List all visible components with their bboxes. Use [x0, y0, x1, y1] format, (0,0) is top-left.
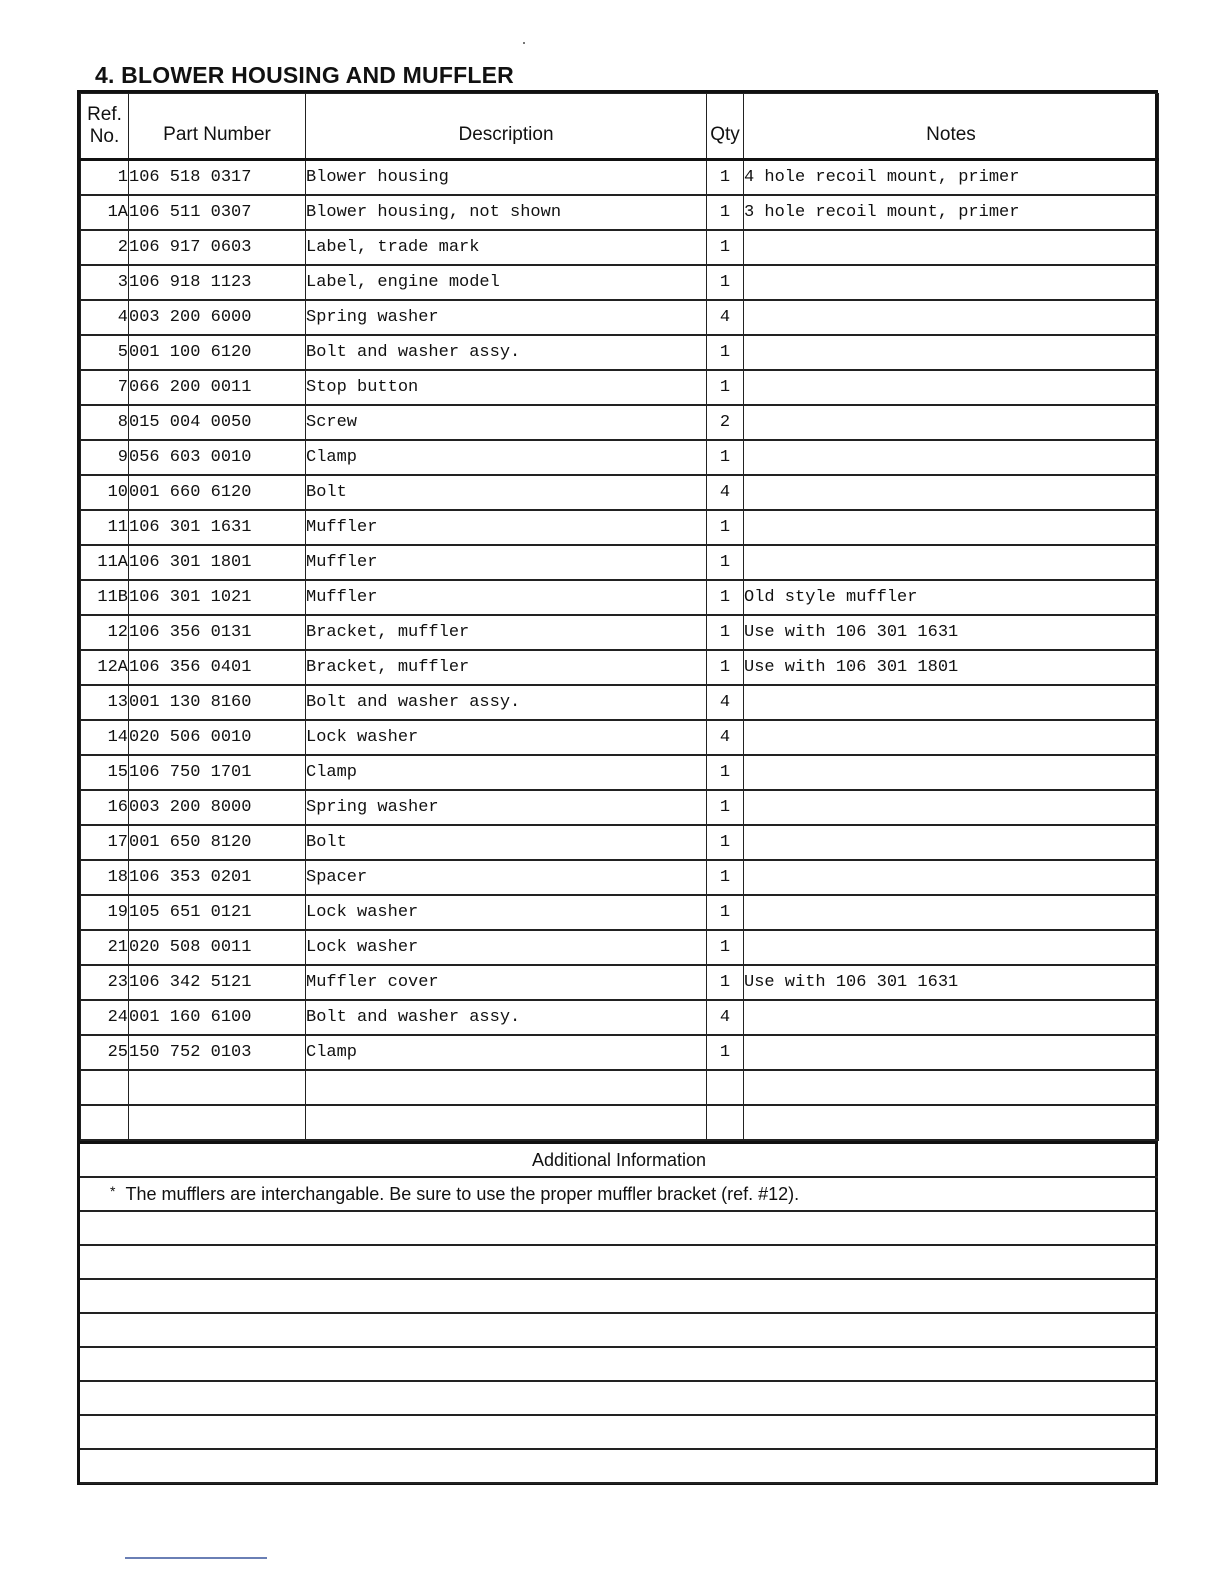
- table-row: [81, 650, 1159, 685]
- ref-no-cell: 17: [81, 825, 129, 860]
- notes-cell: [744, 825, 1159, 860]
- ref-no-cell: 25: [81, 1035, 129, 1070]
- qty-cell: 1: [707, 755, 744, 790]
- description-cell: Muffler cover: [306, 965, 707, 1000]
- footer-rule: [125, 1557, 267, 1559]
- qty-cell: 4: [707, 685, 744, 720]
- notes-cell: [744, 720, 1159, 755]
- description-cell: Blower housing, not shown: [306, 195, 707, 230]
- table-row: [81, 580, 1159, 615]
- ref-no-cell: 2: [81, 230, 129, 265]
- ref-no-cell: 16: [81, 790, 129, 825]
- notes-cell: Old style muffler: [744, 580, 1159, 615]
- ref-no-cell: 11: [81, 510, 129, 545]
- stray-mark: [523, 42, 525, 44]
- qty-cell: 1: [707, 825, 744, 860]
- table-row: [81, 965, 1159, 1000]
- blank-info-line: [80, 1348, 1158, 1382]
- description-cell: Spacer: [306, 860, 707, 895]
- parts-body: [81, 160, 1159, 1140]
- part-number-cell: 106 353 0201: [129, 860, 306, 895]
- notes-cell: [744, 370, 1159, 405]
- notes-cell: [744, 300, 1159, 335]
- notes-cell: [744, 440, 1159, 475]
- description-cell: Clamp: [306, 1035, 707, 1070]
- notes-cell: [744, 335, 1159, 370]
- table-row: [81, 685, 1159, 720]
- ref-no-cell: 8: [81, 405, 129, 440]
- qty-cell: 1: [707, 370, 744, 405]
- description-cell: Bolt and washer assy.: [306, 1000, 707, 1035]
- table-row: [81, 860, 1159, 895]
- ref-no-cell: 3: [81, 265, 129, 300]
- notes-cell: [744, 475, 1159, 510]
- description-cell: Bolt: [306, 825, 707, 860]
- qty-cell: 1: [707, 580, 744, 615]
- qty-cell: 1: [707, 650, 744, 685]
- additional-info-note: [80, 1178, 1158, 1212]
- notes-cell: Use with 106 301 1631: [744, 965, 1159, 1000]
- qty-cell: 1: [707, 860, 744, 895]
- additional-info-text: The mufflers are interchangable. Be sure to use the proper muffler bracket (ref. #12).: [125, 1183, 800, 1204]
- description-cell: Clamp: [306, 755, 707, 790]
- table-row: [81, 405, 1159, 440]
- qty-cell: [707, 1070, 744, 1105]
- ref-no-cell: 4: [81, 300, 129, 335]
- part-number-cell: 106 356 0131: [129, 615, 306, 650]
- qty-cell: 2: [707, 405, 744, 440]
- part-number-cell: 003 200 8000: [129, 790, 306, 825]
- notes-cell: Use with 106 301 1801: [744, 650, 1159, 685]
- table-row: [81, 230, 1159, 265]
- qty-cell: 1: [707, 440, 744, 475]
- blank-info-line: [80, 1382, 1158, 1416]
- table-row: [81, 545, 1159, 580]
- ref-no-cell: 7: [81, 370, 129, 405]
- ref-no-cell: 11B: [81, 580, 129, 615]
- qty-cell: 1: [707, 230, 744, 265]
- blank-info-line: [80, 1314, 1158, 1348]
- part-number-cell: 001 100 6120: [129, 335, 306, 370]
- notes-cell: [744, 265, 1159, 300]
- blank-info-line: [80, 1450, 1158, 1484]
- qty-cell: 1: [707, 160, 744, 195]
- qty-cell: 1: [707, 895, 744, 930]
- ref-no-cell: 1A: [81, 195, 129, 230]
- table-row: [81, 475, 1159, 510]
- ref-no-cell: 21: [81, 930, 129, 965]
- ref-no-cell: 19: [81, 895, 129, 930]
- description-cell: Label, engine model: [306, 265, 707, 300]
- qty-cell: 4: [707, 300, 744, 335]
- qty-cell: 1: [707, 965, 744, 1000]
- table-row: [81, 825, 1159, 860]
- part-number-cell: 106 518 0317: [129, 160, 306, 195]
- qty-cell: 4: [707, 1000, 744, 1035]
- header-qty: Qty: [707, 94, 744, 160]
- table-row: [81, 1000, 1159, 1035]
- notes-cell: [744, 755, 1159, 790]
- ref-no-cell: 5: [81, 335, 129, 370]
- table-row: [81, 755, 1159, 790]
- part-number-cell: 001 130 8160: [129, 685, 306, 720]
- ref-no-cell: 13: [81, 685, 129, 720]
- description-cell: [306, 1105, 707, 1140]
- blank-info-line: [80, 1416, 1158, 1450]
- qty-cell: 1: [707, 790, 744, 825]
- table-row: [81, 790, 1159, 825]
- table-row: [81, 300, 1159, 335]
- description-cell: Bolt and washer assy.: [306, 335, 707, 370]
- notes-cell: [744, 405, 1159, 440]
- part-number-cell: 106 918 1123: [129, 265, 306, 300]
- notes-cell: 3 hole recoil mount, primer: [744, 195, 1159, 230]
- qty-cell: 4: [707, 720, 744, 755]
- part-number-cell: 020 508 0011: [129, 930, 306, 965]
- description-cell: Stop button: [306, 370, 707, 405]
- table-row: [81, 895, 1159, 930]
- part-number-cell: 001 650 8120: [129, 825, 306, 860]
- ref-no-cell: 12A: [81, 650, 129, 685]
- notes-cell: [744, 510, 1159, 545]
- notes-cell: [744, 545, 1159, 580]
- ref-no-cell: 10: [81, 475, 129, 510]
- part-number-cell: 106 356 0401: [129, 650, 306, 685]
- notes-cell: 4 hole recoil mount, primer: [744, 160, 1159, 195]
- notes-cell: [744, 930, 1159, 965]
- notes-cell: [744, 860, 1159, 895]
- table-row: [81, 615, 1159, 650]
- notes-cell: [744, 1000, 1159, 1035]
- description-cell: Muffler: [306, 545, 707, 580]
- table-row: [81, 1105, 1159, 1140]
- description-cell: Blower housing: [306, 160, 707, 195]
- part-number-cell: 150 752 0103: [129, 1035, 306, 1070]
- table-row: [81, 720, 1159, 755]
- table-row: [81, 1035, 1159, 1070]
- description-cell: Label, trade mark: [306, 230, 707, 265]
- table-row: [81, 335, 1159, 370]
- notes-cell: [744, 230, 1159, 265]
- table-row: [81, 195, 1159, 230]
- qty-cell: 4: [707, 475, 744, 510]
- header-row: [81, 94, 1159, 160]
- notes-cell: [744, 1035, 1159, 1070]
- description-cell: Clamp: [306, 440, 707, 475]
- blank-info-line: [80, 1280, 1158, 1314]
- ref-no-cell: 11A: [81, 545, 129, 580]
- part-number-cell: 106 917 0603: [129, 230, 306, 265]
- description-cell: Bolt and washer assy.: [306, 685, 707, 720]
- description-cell: Bolt: [306, 475, 707, 510]
- part-number-cell: 001 160 6100: [129, 1000, 306, 1035]
- ref-no-cell: 14: [81, 720, 129, 755]
- description-cell: Lock washer: [306, 895, 707, 930]
- ref-no-cell: 23: [81, 965, 129, 1000]
- qty-cell: 1: [707, 615, 744, 650]
- notes-cell: Use with 106 301 1631: [744, 615, 1159, 650]
- ref-no-cell: 15: [81, 755, 129, 790]
- description-cell: Lock washer: [306, 720, 707, 755]
- header-ref-line2: No.: [89, 126, 120, 147]
- qty-cell: 1: [707, 510, 744, 545]
- part-number-cell: 066 200 0011: [129, 370, 306, 405]
- part-number-cell: 003 200 6000: [129, 300, 306, 335]
- ref-no-cell: 24: [81, 1000, 129, 1035]
- description-cell: Muffler: [306, 510, 707, 545]
- ref-no-cell: 9: [81, 440, 129, 475]
- ref-no-cell: 12: [81, 615, 129, 650]
- ref-no-cell: 1: [81, 160, 129, 195]
- description-cell: Spring washer: [306, 300, 707, 335]
- description-cell: Spring washer: [306, 790, 707, 825]
- header-ref-no: [81, 94, 129, 160]
- bullet-mark: *: [110, 1183, 116, 1199]
- part-number-cell: 001 660 6120: [129, 475, 306, 510]
- part-number-cell: 106 342 5121: [129, 965, 306, 1000]
- part-number-cell: 105 651 0121: [129, 895, 306, 930]
- notes-cell: [744, 1105, 1159, 1140]
- qty-cell: 1: [707, 545, 744, 580]
- part-number-cell: [129, 1070, 306, 1105]
- description-cell: Lock washer: [306, 930, 707, 965]
- notes-cell: [744, 790, 1159, 825]
- part-number-cell: 106 750 1701: [129, 755, 306, 790]
- blank-info-line: [80, 1212, 1158, 1246]
- qty-cell: 1: [707, 930, 744, 965]
- additional-info-section: [80, 1141, 1158, 1484]
- part-number-cell: 020 506 0010: [129, 720, 306, 755]
- notes-cell: [744, 685, 1159, 720]
- qty-cell: 1: [707, 265, 744, 300]
- header-description: Description: [306, 94, 707, 160]
- ref-no-cell: [81, 1105, 129, 1140]
- table-row: [81, 510, 1159, 545]
- additional-info-heading: Additional Information: [80, 1144, 1158, 1178]
- qty-cell: 1: [707, 195, 744, 230]
- part-number-cell: 106 301 1021: [129, 580, 306, 615]
- part-number-cell: 106 301 1801: [129, 545, 306, 580]
- part-number-cell: 106 511 0307: [129, 195, 306, 230]
- description-cell: Bracket, muffler: [306, 615, 707, 650]
- description-cell: Bracket, muffler: [306, 650, 707, 685]
- part-number-cell: 106 301 1631: [129, 510, 306, 545]
- parts-table: [80, 93, 1159, 1141]
- qty-cell: [707, 1105, 744, 1140]
- description-cell: [306, 1070, 707, 1105]
- header-ref-line1: Ref.: [87, 104, 122, 125]
- table-row: [81, 930, 1159, 965]
- description-cell: Muffler: [306, 580, 707, 615]
- qty-cell: 1: [707, 1035, 744, 1070]
- notes-cell: [744, 1070, 1159, 1105]
- part-number-cell: [129, 1105, 306, 1140]
- ref-no-cell: [81, 1070, 129, 1105]
- page-title: 4. BLOWER HOUSING AND MUFFLER: [95, 62, 514, 88]
- table-row: [81, 160, 1159, 195]
- part-number-cell: 015 004 0050: [129, 405, 306, 440]
- table-row: [81, 370, 1159, 405]
- header-notes: Notes: [744, 94, 1159, 160]
- ref-no-cell: 18: [81, 860, 129, 895]
- qty-cell: 1: [707, 335, 744, 370]
- part-number-cell: 056 603 0010: [129, 440, 306, 475]
- header-part-number: Part Number: [129, 94, 306, 160]
- blank-info-line: [80, 1246, 1158, 1280]
- table-row: [81, 1070, 1159, 1105]
- table-row: [81, 265, 1159, 300]
- notes-cell: [744, 895, 1159, 930]
- description-cell: Screw: [306, 405, 707, 440]
- table-row: [81, 440, 1159, 475]
